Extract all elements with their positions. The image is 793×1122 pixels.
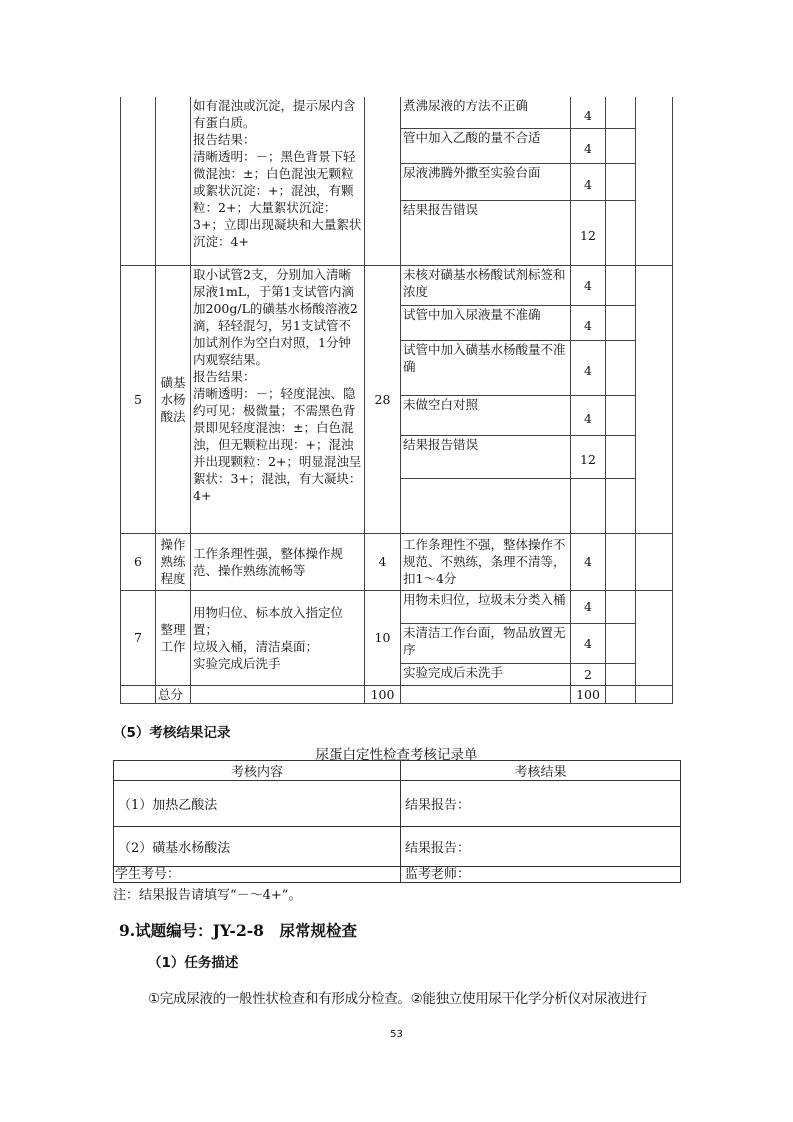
record-caption: 尿蛋白定性检查考核记录单 — [315, 747, 478, 763]
num-cell: 5 — [121, 265, 156, 533]
blank-cell — [606, 128, 636, 163]
blank-cell — [636, 590, 673, 685]
deduction-points: 4 — [571, 395, 606, 435]
deduction-item: 试管中加入尿液量不准确 — [401, 305, 571, 340]
blank-cell — [121, 685, 156, 703]
deduction-item: 未清洁工作台面，物品放置无序 — [401, 623, 571, 663]
total-score: 100 — [365, 685, 401, 703]
record-content: （1）加热乙酸法 — [114, 781, 401, 827]
blank-cell — [606, 395, 636, 435]
blank-cell — [191, 685, 365, 703]
deduction-points: 4 — [571, 128, 606, 163]
deduction-item: 实验完成后未洗手 — [401, 663, 571, 685]
num-cell: 6 — [121, 533, 156, 590]
student-id-field[interactable]: 学生考号： — [114, 867, 401, 883]
deduction-points: 4 — [571, 533, 606, 590]
scoring-table — [120, 97, 673, 704]
content-cell: 如有混浊或沉淀，提示尿内含有蛋白质。 报告结果： 清晰透明：－；黑色背景下轻微混浊：±；白色混浊无颗粒或絮状沉淀：+；混浊，有颗粒：2+；大量絮状沉淀：3+；立即出现凝块和大量絮状沉淀：4+ — [191, 97, 365, 265]
deduction-item: 结果报告错误 — [401, 200, 571, 265]
deduction-points: 4 — [571, 305, 606, 340]
blank-cell — [606, 305, 636, 340]
content-cell: 取小试管2支，分别加入清晰尿液1mL，于第1支试管内滴加200g/L的磺基水杨酸溶液2滴，轻轻混匀，另1支试管不加试剂作为空白对照，1分钟内观察结果。 报告结果： 清晰透明：－；轻度混浊、隐约可见：极微量；不需黑色背景即见轻度混浊：±；白色混浊，但无颗粒出现：+；混浊并出现颗粒：2+；明显混浊呈絮状：3+；混浊，有大凝块：4+ — [191, 265, 365, 533]
blank-cell — [636, 685, 673, 703]
record-result[interactable]: 结果报告： — [401, 781, 681, 827]
deduction-points: 4 — [571, 97, 606, 128]
deduction-points: 2 — [571, 663, 606, 685]
content-cell: 工作条理性强，整体操作规范、操作熟练流畅等 — [191, 533, 365, 590]
deduction-item: 结果报告错误 — [401, 435, 571, 478]
teacher-field[interactable]: 监考老师： — [401, 867, 681, 883]
num-cell — [121, 97, 156, 265]
record-result[interactable]: 结果报告： — [401, 827, 681, 867]
blank-cell — [401, 478, 571, 533]
deduction-item: 煮沸尿液的方法不正确 — [401, 97, 571, 128]
blank-cell — [606, 478, 636, 533]
score-cell: 4 — [365, 533, 401, 590]
total-points: 100 — [571, 685, 606, 703]
blank-cell — [401, 685, 571, 703]
blank-cell — [636, 97, 673, 265]
blank-cell — [606, 533, 636, 590]
deduction-points: 12 — [571, 200, 606, 265]
note: 注：结果报告请填写“－～4+”。 — [113, 888, 302, 903]
deduction-item: 尿液沸腾外撒至实验台面 — [401, 163, 571, 200]
name-cell: 磺基水杨酸法 — [156, 265, 191, 533]
deduction-points: 4 — [571, 623, 606, 663]
blank-cell — [636, 265, 673, 533]
blank-cell — [606, 163, 636, 200]
score-cell: 10 — [365, 590, 401, 685]
question-title: 9.试题编号：JY-2-8 尿常规检查 — [119, 921, 357, 940]
blank-cell — [606, 340, 636, 395]
score-cell: 28 — [365, 265, 401, 533]
deduction-item: 试管中加入磺基水杨酸量不准确 — [401, 340, 571, 395]
name-cell — [156, 97, 191, 265]
paragraph: ①完成尿液的一般性状检查和有形成分检查。②能独立使用尿干化学分析仪对尿液进行 — [148, 991, 647, 1007]
subheading: （1）任务描述 — [148, 955, 239, 971]
deduction-points: 4 — [571, 163, 606, 200]
deduction-item: 工作条理性不强，整体操作不规范、不熟练，条理不清等，扣1～4分 — [401, 533, 571, 590]
section-heading: （5）考核结果记录 — [113, 725, 231, 741]
content-cell: 用物归位、标本放入指定位置； 垃圾入桶，清洁桌面； 实验完成后洗手 — [191, 590, 365, 685]
deduction-item: 未核对磺基水杨酸试剂标签和浓度 — [401, 265, 571, 305]
blank-cell — [571, 478, 606, 533]
deduction-points: 4 — [571, 340, 606, 395]
record-content: （2）磺基水杨酸法 — [114, 827, 401, 867]
col-header: 考核结果 — [401, 761, 681, 781]
deduction-item: 管中加入乙酸的量不合适 — [401, 128, 571, 163]
deduction-points: 12 — [571, 435, 606, 478]
page-number: 53 — [390, 1029, 403, 1040]
record-table — [113, 760, 681, 883]
blank-cell — [606, 97, 636, 128]
blank-cell — [606, 663, 636, 685]
blank-cell — [636, 533, 673, 590]
name-cell: 整理工作 — [156, 590, 191, 685]
col-header: 考核内容 — [114, 761, 401, 781]
blank-cell — [606, 685, 636, 703]
blank-cell — [606, 590, 636, 623]
deduction-item: 未做空白对照 — [401, 395, 571, 435]
total-label: 总分 — [156, 685, 191, 703]
deduction-points: 4 — [571, 590, 606, 623]
score-cell — [365, 97, 401, 265]
blank-cell — [606, 435, 636, 478]
name-cell: 操作熟练程度 — [156, 533, 191, 590]
blank-cell — [606, 200, 636, 265]
blank-cell — [606, 623, 636, 663]
deduction-item: 用物未归位，垃圾未分类入桶 — [401, 590, 571, 623]
num-cell: 7 — [121, 590, 156, 685]
blank-cell — [606, 265, 636, 305]
deduction-points: 4 — [571, 265, 606, 305]
